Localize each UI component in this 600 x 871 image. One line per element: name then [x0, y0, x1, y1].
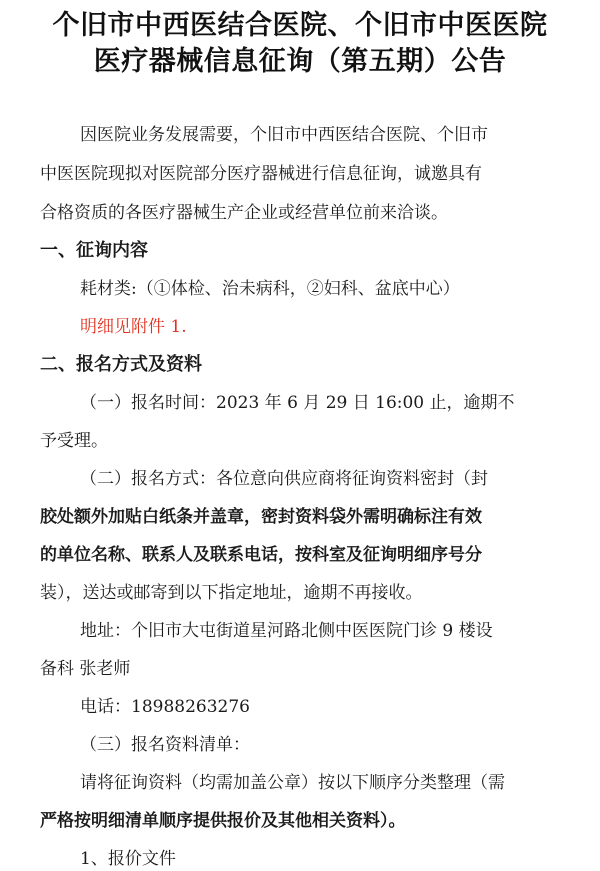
notice-title-line-1: 个旧市中西医结合医院、个旧市中医医院 [52, 10, 548, 41]
registration-method-line-2: 胶处额外加贴白纸条并盖章，密封资料袋外需明确标注有效 [40, 507, 482, 527]
attachment-note: 明细见附件 1. [80, 317, 187, 337]
intro-line-1: 因医院业务发展需要，个旧市中西医结合医院、个旧市 [80, 125, 488, 145]
registration-time-line-1: （一）报名时间：2023 年 6 月 29 日 16:00 止，逾期不 [80, 393, 515, 413]
list-item-quote-document: 1、报价文件 [80, 849, 176, 869]
section-1-heading: 一、征询内容 [40, 240, 148, 261]
consumables-line: 耗材类:（①体检、治未病科，②妇科、盆底中心） [80, 279, 460, 299]
registration-method-line-3: 的单位名称、联系人及联系电话，按科室及征询明细序号分 [40, 545, 482, 565]
phone-line: 电话：18988263276 [80, 697, 250, 717]
address-line-1: 地址：个旧市大屯街道星河路北侧中医医院门诊 9 楼设 [80, 621, 493, 641]
materials-heading: （三）报名资料清单： [80, 735, 250, 755]
intro-line-3: 合格资质的各医疗器械生产企业或经营单位前来洽谈。 [40, 203, 448, 223]
notice-title-line-2: 医疗器械信息征询（第五期）公告 [93, 46, 507, 77]
materials-line-1: 请将征询资料（均需加盖公章）按以下顺序分类整理（需 [80, 773, 505, 793]
registration-time-line-2: 予受理。 [40, 431, 108, 451]
section-2-heading: 二、报名方式及资料 [40, 354, 202, 375]
address-line-2: 备科 张老师 [40, 659, 131, 679]
materials-line-2: 严格按明细清单顺序提供报价及其他相关资料）。 [40, 811, 406, 831]
intro-line-2: 中医医院现拟对医院部分医疗器械进行信息征询，诚邀具有 [40, 164, 482, 184]
registration-method-line-4: 装），送达或邮寄到以下指定地址，逾期不再接收。 [40, 583, 423, 603]
registration-method-line-1: （二）报名方式：各位意向供应商将征询资料密封（封 [80, 469, 488, 489]
